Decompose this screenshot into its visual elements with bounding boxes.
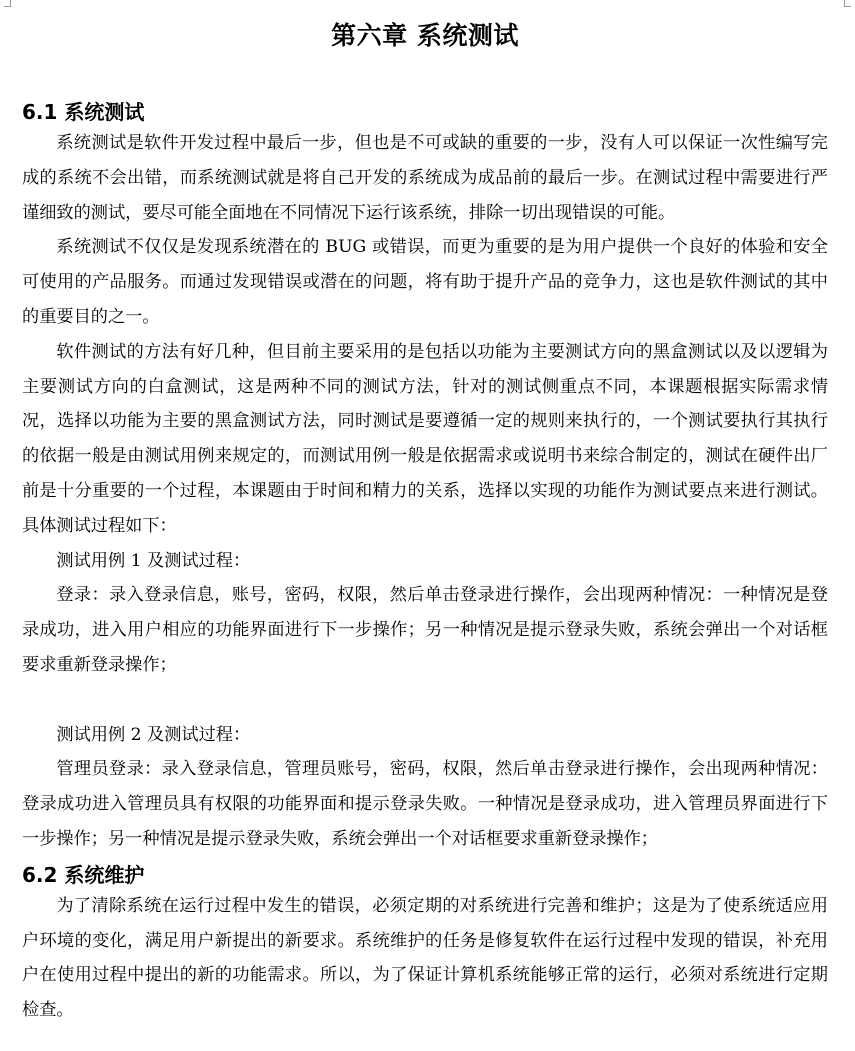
paragraph-testing-methods: 软件测试的方法有好几种，但目前主要采用的是包括以功能为主要测试方向的黑盒测试以及以逻辑为主要测试方向的白盒测试，这是两种不同的测试方法，针对的测试侧重点不同，本课题根据实际需求情况，选择以功能为主要的黑盒测试方法，同时测试是要遵循一定的规则来执行的，一个测试要执行其执行的依据一般是由测试用例来规定的，而测试用例一般是依据需求或说明书来综合制定的，测试在硬件出厂前是十分重要的一个过程，本课题由于时间和精力的关系，选择以实现的功能作为测试要点来进行测试。具体测试过程如下： bbox=[22, 341, 828, 536]
test-case-1-title: 测试用例 1 及测试过程： bbox=[56, 550, 251, 571]
page-corner-mark-left bbox=[4, 0, 11, 7]
document-page bbox=[22, 0, 828, 1028]
paragraph-testing-purpose: 系统测试不仅仅是发现系统潜在的 BUG 或错误，而更为重要的是为用户提供一个良好的体验和安全可使用的产品服务。而通过发现错误或潜在的问题，将有助于提升产品的竞争力，这也是软件测试的其中的重要目的之一。 bbox=[22, 237, 828, 327]
test-case-2-description: 管理员登录：录入登录信息，管理员账号，密码，权限，然后单击登录进行操作，会出现两种情况：登录成功进入管理员具有权限的功能界面和提示登录失败。一种情况是登录成功，进入管理员界面进行下一步操作；另一种情况是提示登录失败，系统会弹出一个对话框要求重新登录操作； bbox=[22, 759, 828, 849]
paragraph-testing-intro: 系统测试是软件开发过程中最后一步，但也是不可或缺的重要的一步，没有人可以保证一次性编写完成的系统不会出错，而系统测试就是将自己开发的系统成为成品前的最后一步。在测试过程中需要进行严谨细致的测试，要尽可能全面地在不同情况下运行该系统，排除一切出现错误的可能。 bbox=[22, 133, 828, 223]
section-heading-system-testing: 6.1 系统测试 bbox=[22, 100, 145, 124]
page-corner-mark-right bbox=[844, 0, 851, 7]
test-case-2-title: 测试用例 2 及测试过程： bbox=[56, 724, 251, 745]
paragraph-maintenance: 为了清除系统在运行过程中发生的错误，必须定期的对系统进行完善和维护；这是为了使系统适应用户环境的变化，满足用户新提出的新要求。系统维护的任务是修复软件在运行过程中发现的错误，补充用户在使用过程中提出的新的功能需求。所以，为了保证计算机系统能够正常的运行，必须对系统进行定期检查。 bbox=[22, 895, 828, 1021]
blank-line bbox=[22, 683, 828, 718]
chapter-title: 第六章 系统测试 bbox=[331, 21, 519, 50]
section-heading-system-maintenance: 6.2 系统维护 bbox=[22, 862, 145, 887]
test-case-1-description: 登录：录入登录信息，账号，密码，权限，然后单击登录进行操作，会出现两种情况：一种情况是登录成功，进入用户相应的功能界面进行下一步操作；另一种情况是提示登录失败，系统会弹出一个对话框要求重新登录操作； bbox=[22, 585, 828, 675]
